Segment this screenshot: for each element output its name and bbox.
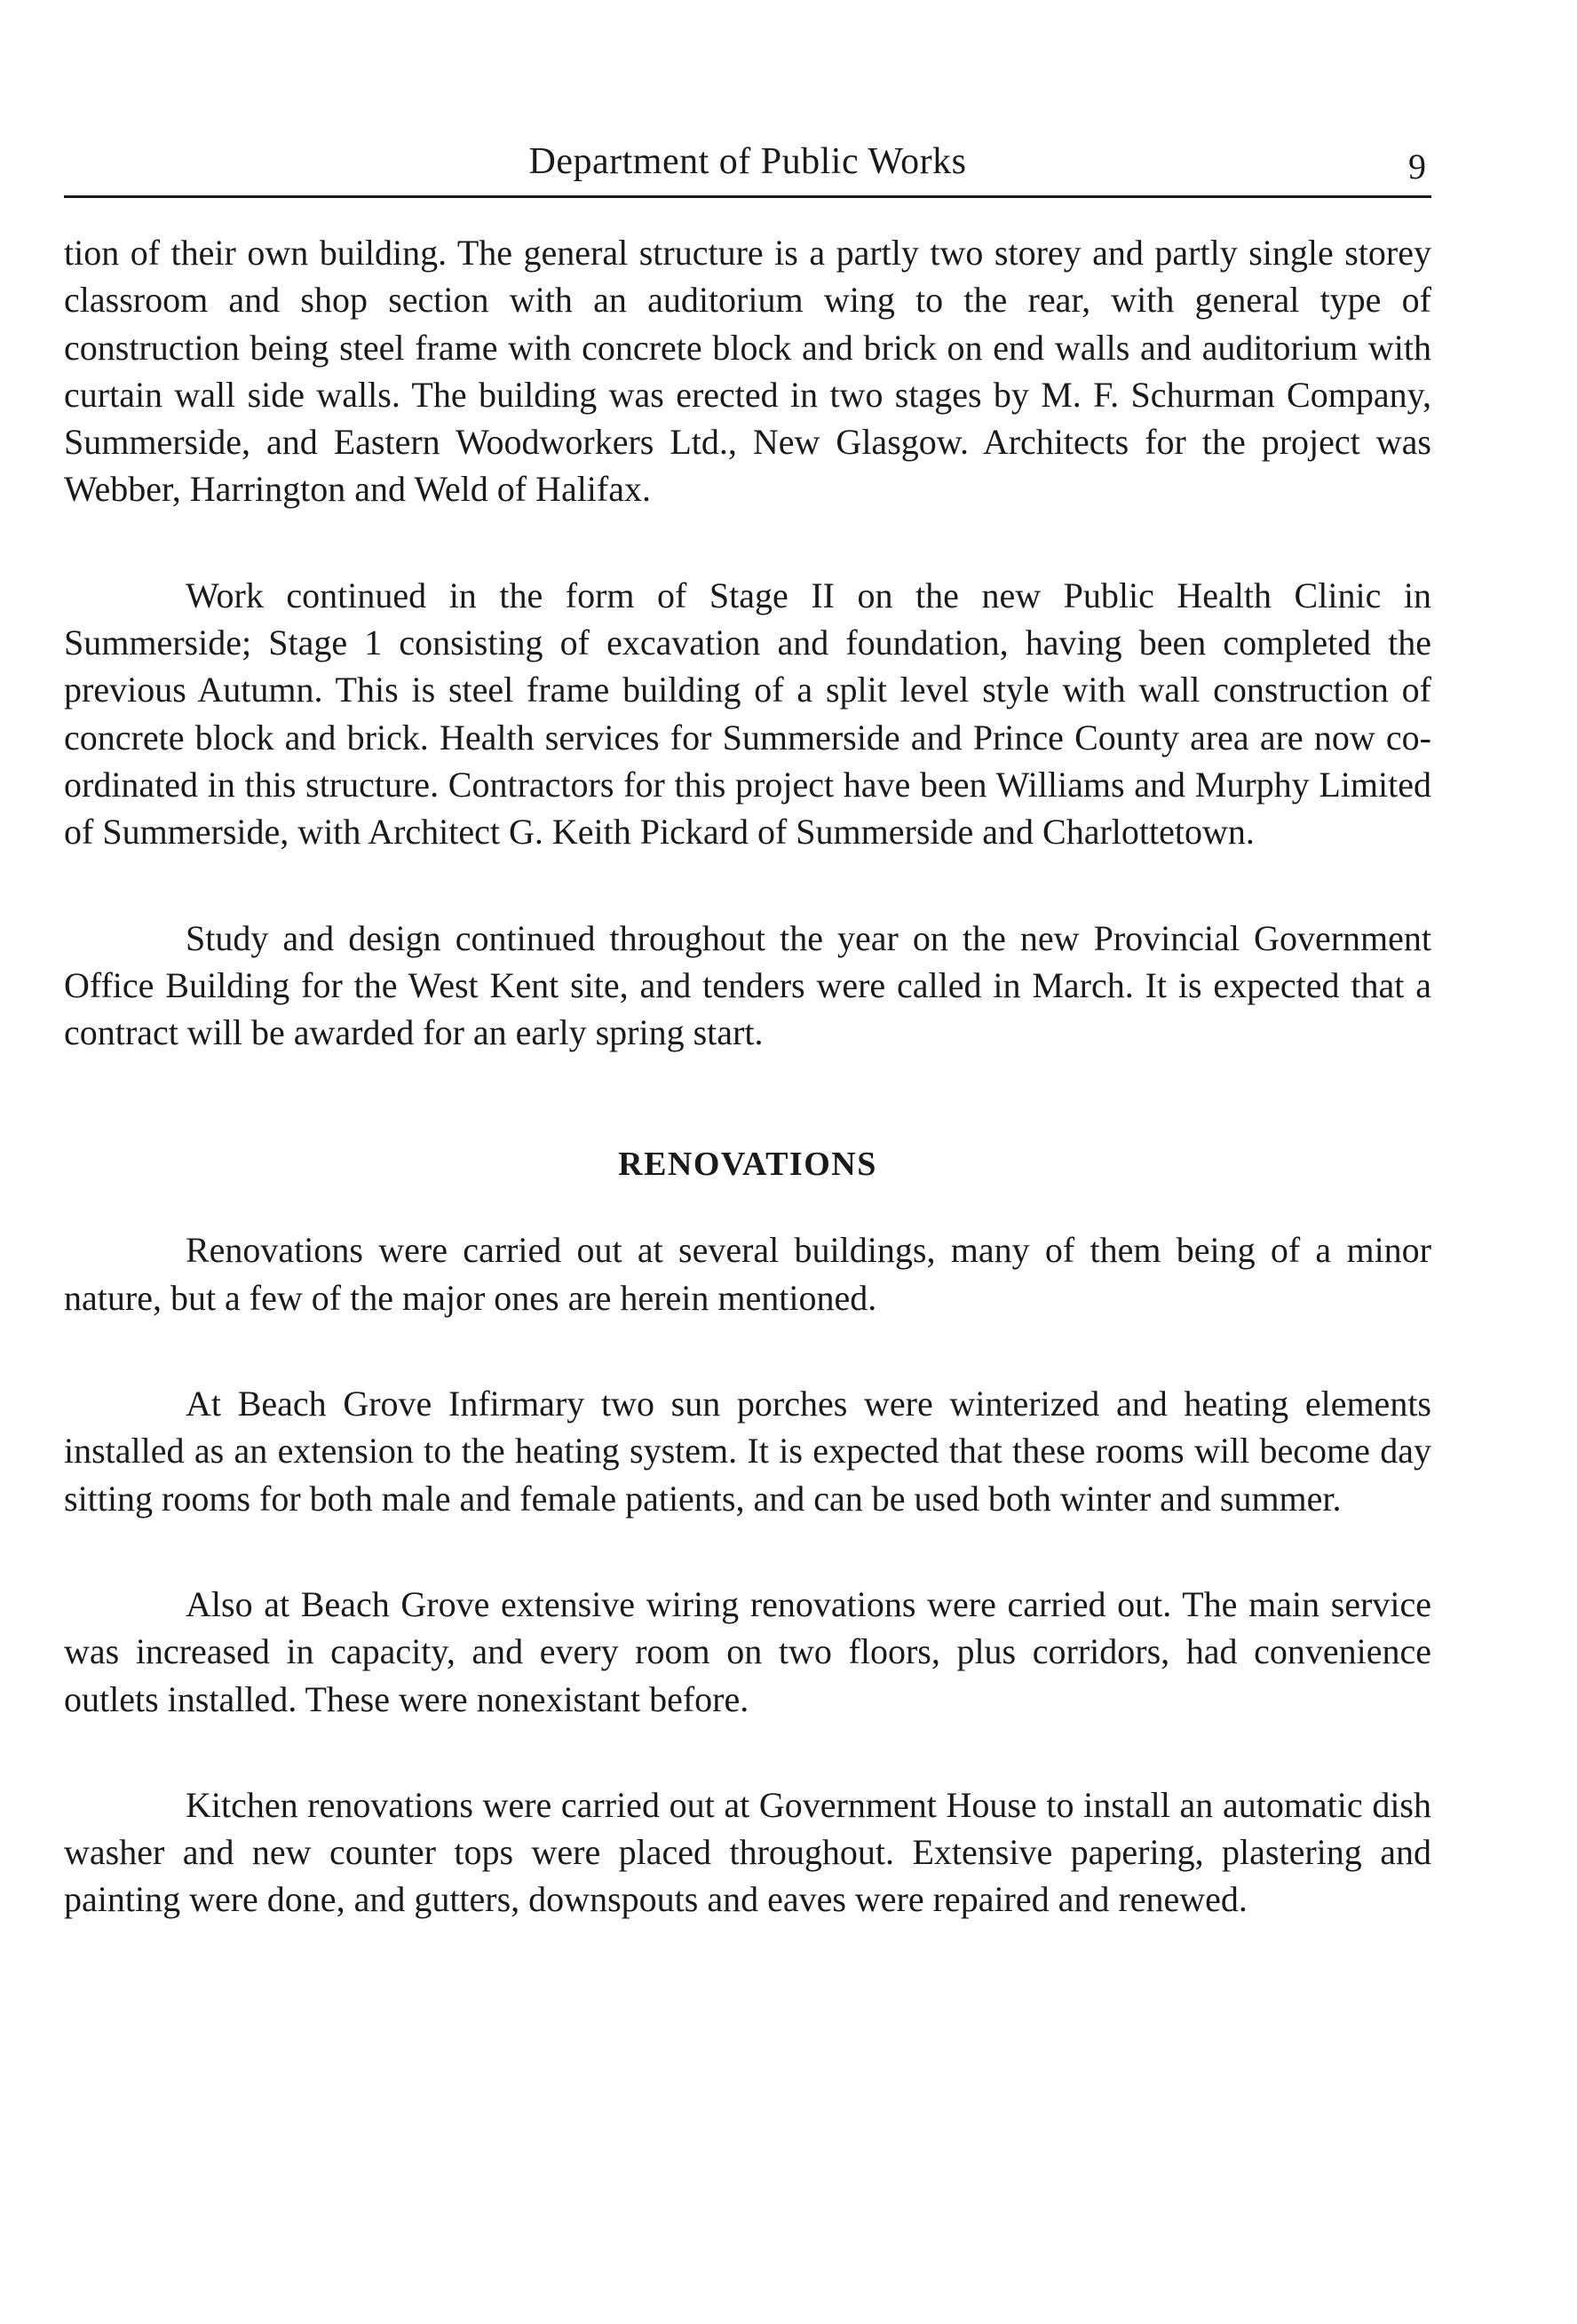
running-title: Department of Public Works — [528, 141, 967, 182]
paragraph: Renovations were carried out at several buildings, many of them being of a minor nature, but a few of the major ones are herein mentioned. — [64, 1230, 1431, 1318]
paragraph-continued: tion of their own building. The general structure is a partly two storey and partly single storey classroom and shop section with an auditorium wing to the rear, with general type of construction being steel frame with concrete block and brick on end walls and auditorium with curtain wall side walls. The building was erected in two stages by M. F. Schurman Company, Summerside, and Eastern Woodworkers Ltd., New Glasgow. Architects for the project was Webber, Harrington and Weld of Halifax. — [64, 233, 1431, 510]
paragraph: Kitchen renovations were carried out at Government House to install an automatic dish washer and new counter tops were placed throughout. Extensive papering, plastering and painting were done, and gutters, downspouts and eaves were repaired and renewed. — [64, 1784, 1431, 1920]
running-header — [64, 133, 1431, 198]
page-number: 9 — [1408, 147, 1426, 186]
paragraph: Work continued in the form of Stage II on the new Public Health Clinic in Summerside; Stage 1 consisting of excavation and foundation, having been completed the previous Autumn. This is steel frame building of a split level style with wall construction of concrete block and brick. Health services for Summerside and Prince County area are now co-ordinated in this structure. Contractors for this project have been Williams and Murphy Limited of Summerside, with Architect G. Keith Pickard of Summerside and Charlottetown. — [64, 575, 1431, 853]
paragraph: At Beach Grove Infirmary two sun porches were winterized and heating elements installed as an extension to the heating system. It is expected that these rooms will become day sitting rooms for both male and female patients, and can be used both winter and summer. — [64, 1384, 1431, 1519]
section-heading: RENOVATIONS — [618, 1146, 877, 1184]
body-text — [64, 229, 1431, 1923]
paragraph: Also at Beach Grove extensive wiring renovations were carried out. The main service was increased in capacity, and every room on two floors, plus corridors, had convenience outlets installed. These were nonexistant before. — [64, 1583, 1431, 1719]
paragraph: Study and design continued throughout the year on the new Provincial Government Office Building for the West Kent site, and tenders were called in March. It is expected that a contract will be awarded for an early spring start. — [64, 917, 1431, 1053]
